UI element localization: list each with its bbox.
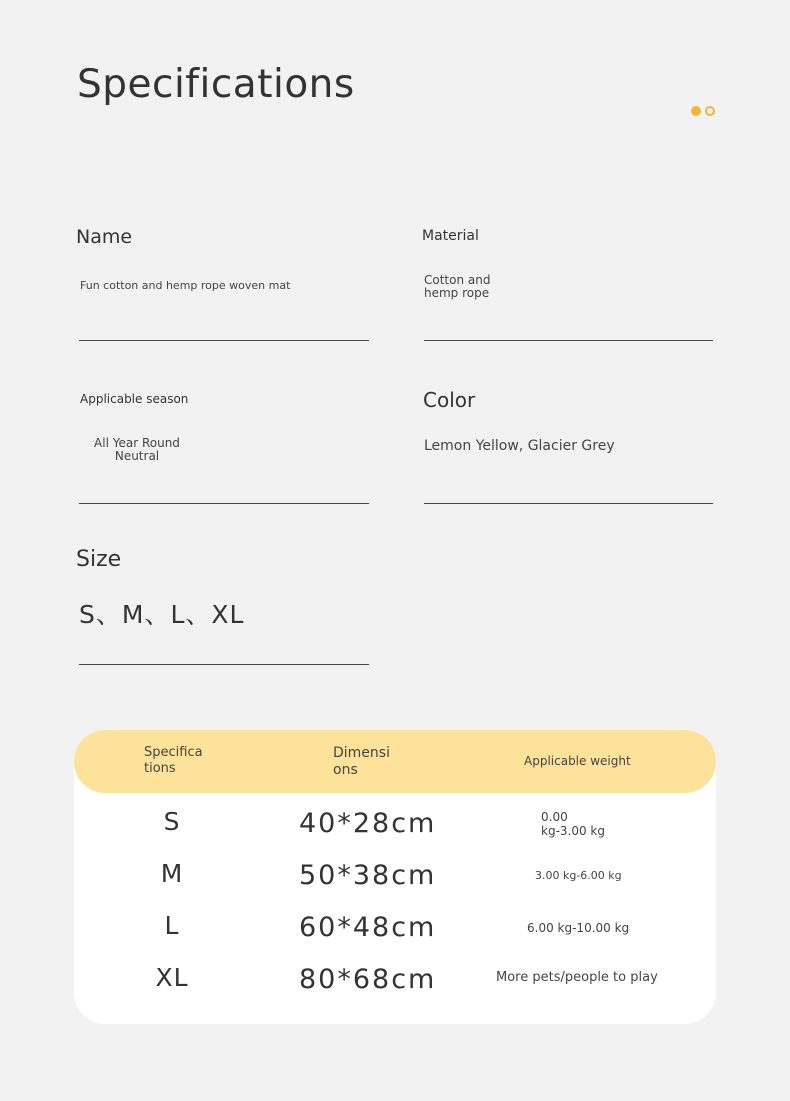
header-applicable-weight: Applicable weight [524, 754, 631, 768]
color-value: Lemon Yellow, Glacier Grey [424, 438, 615, 454]
material-value-line2: hemp rope [424, 286, 490, 301]
size-table [74, 730, 716, 1024]
header-dimensions-line1: Dimensi [333, 745, 390, 761]
row-dimensions: 40*28cm [299, 808, 437, 839]
header-specifications [144, 745, 204, 776]
material-label: Material [422, 228, 479, 244]
row-weight-line2: kg-3.00 kg [541, 824, 605, 839]
header-dimensions [333, 745, 395, 779]
row-dimensions: 80*68cm [299, 964, 437, 995]
header-dimensions-line2: ons [333, 761, 358, 778]
table-row [74, 857, 716, 909]
header-specifications-line2: tions [144, 760, 176, 776]
active-dot-icon[interactable] [691, 106, 701, 116]
row-weight: 6.00 kg-10.00 kg [527, 921, 630, 935]
row-size: XL [155, 963, 189, 992]
page-title: Specifications [77, 62, 355, 107]
color-divider [424, 503, 713, 504]
row-weight [541, 810, 605, 839]
size-value: S、M、L、XL [79, 600, 245, 629]
name-value: Fun cotton and hemp rope woven mat [80, 279, 291, 292]
table-row [74, 961, 716, 1013]
row-dimensions: 60*48cm [299, 912, 437, 943]
row-dimensions: 50*38cm [299, 860, 437, 891]
name-label: Name [76, 226, 133, 248]
row-weight-line1: 0.00 [541, 810, 568, 824]
size-label: Size [76, 547, 122, 572]
name-divider [79, 340, 369, 341]
size-divider [79, 664, 369, 665]
season-divider [79, 503, 369, 504]
season-value-line2: Neutral [114, 449, 160, 464]
material-divider [424, 340, 713, 341]
pagination-indicator[interactable] [690, 106, 720, 120]
table-header [74, 730, 716, 793]
material-value [424, 274, 490, 300]
season-label: Applicable season [80, 392, 189, 406]
row-size: L [164, 911, 180, 940]
row-weight: 3.00 kg-6.00 kg [535, 869, 622, 882]
table-row [74, 909, 716, 961]
season-value [92, 437, 182, 463]
row-size: M [160, 859, 184, 888]
header-specifications-line1: Specifica [144, 745, 203, 760]
row-size: S [163, 807, 181, 836]
inactive-dot-icon[interactable] [705, 106, 715, 116]
season-value-line1: All Year Round [94, 436, 180, 450]
color-label: Color [423, 388, 476, 412]
table-row [74, 805, 716, 857]
material-value-line1: Cotton and [424, 273, 491, 287]
row-weight: More pets/people to play [496, 970, 658, 985]
